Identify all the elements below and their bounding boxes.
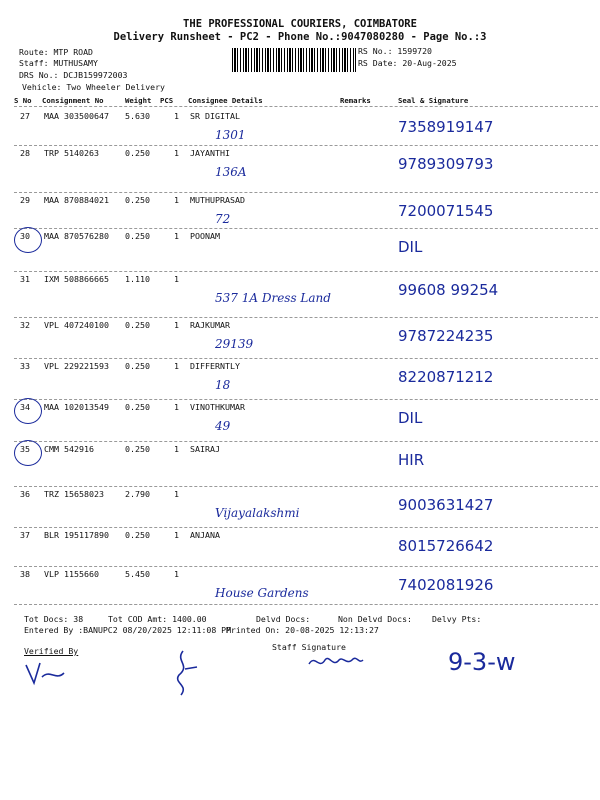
row-consignment: CMM 542916 [44, 444, 94, 454]
company-name: THE PROFESSIONAL COURIERS, COIMBATORE [183, 18, 417, 30]
row-circle-mark [14, 440, 42, 466]
row-pcs: 1 [174, 320, 179, 330]
row-weight: 2.790 [125, 489, 150, 499]
row-handwritten-signature: HIR [398, 451, 425, 469]
col-pcs: PCS [160, 96, 174, 105]
row-pcs: 1 [174, 361, 179, 371]
col-consignee: Consignee Details [188, 96, 263, 105]
row-consignment: VLP 1155660 [44, 569, 99, 579]
row-handwritten-address: House Gardens [215, 586, 309, 600]
row-sno: 31 [20, 274, 30, 284]
row-divider [14, 527, 598, 528]
row-consignment: TRZ 15658023 [44, 489, 104, 499]
row-sno: 36 [20, 489, 30, 499]
row-consignee: RAJKUMAR [190, 320, 230, 330]
row-handwritten-address: 49 [215, 419, 231, 433]
non-delivered-docs: Non Delvd Docs: [338, 614, 412, 624]
row-sno: 30 [20, 231, 30, 241]
row-consignment: MAA 303500647 [44, 111, 109, 121]
row-divider [14, 271, 598, 272]
row-pcs: 1 [174, 569, 179, 579]
row-sno: 35 [20, 444, 30, 454]
row-divider [14, 228, 598, 229]
staff-signature-mark [305, 650, 365, 672]
row-divider [14, 317, 598, 318]
row-handwritten-signature: 7358919147 [398, 118, 494, 136]
row-sno: 37 [20, 530, 30, 540]
row-handwritten-address: 72 [215, 212, 231, 226]
footer-divider [14, 604, 598, 605]
row-circle-mark [14, 227, 42, 253]
row-divider [14, 566, 598, 567]
verifier-signature-mark [20, 655, 80, 690]
handwritten-note: 9-3-w [448, 648, 516, 676]
row-handwritten-address: 29139 [215, 337, 254, 351]
drs-number: DRS No.: DCJB159972003 [19, 70, 128, 80]
row-sno: 38 [20, 569, 30, 579]
staff: Staff: MUTHUSAMY [19, 58, 98, 68]
row-weight: 5.630 [125, 111, 150, 121]
row-consignment: VPL 229221593 [44, 361, 109, 371]
row-divider [14, 358, 598, 359]
row-sno: 33 [20, 361, 30, 371]
row-consignment: MAA 870576280 [44, 231, 109, 241]
row-sno: 28 [20, 148, 30, 158]
stamp-mark [165, 645, 205, 700]
row-pcs: 1 [174, 530, 179, 540]
row-divider [14, 145, 598, 146]
row-consignee: SR DIGITAL [190, 111, 240, 121]
row-weight: 5.450 [125, 569, 150, 579]
row-handwritten-signature: 9003631427 [398, 496, 494, 514]
row-handwritten-signature: DIL [398, 409, 423, 427]
col-remarks: Remarks [340, 96, 371, 105]
row-handwritten-address: 1301 [215, 128, 246, 142]
row-consignment: TRP 5140263 [44, 148, 99, 158]
row-consignment: MAA 870884021 [44, 195, 109, 205]
row-consignment: BLR 195117890 [44, 530, 109, 540]
row-handwritten-signature: 7200071545 [398, 202, 494, 220]
row-pcs: 1 [174, 111, 179, 121]
row-weight: 0.250 [125, 195, 150, 205]
row-weight: 0.250 [125, 320, 150, 330]
row-pcs: 1 [174, 402, 179, 412]
row-sno: 27 [20, 111, 30, 121]
row-consignee: VINOTHKUMAR [190, 402, 245, 412]
total-docs: Tot Docs: 38 [24, 614, 84, 624]
row-pcs: 1 [174, 195, 179, 205]
row-divider [14, 399, 598, 400]
delivery-points: Delvy Pts: [432, 614, 482, 624]
barcode [232, 48, 356, 72]
row-handwritten-signature: DIL [398, 238, 423, 256]
row-pcs: 1 [174, 274, 179, 284]
row-weight: 0.250 [125, 444, 150, 454]
row-handwritten-address: Vijayalakshmi [215, 506, 300, 520]
row-pcs: 1 [174, 231, 179, 241]
row-weight: 0.250 [125, 530, 150, 540]
row-consignee: SAIRAJ [190, 444, 220, 454]
row-divider [14, 192, 598, 193]
row-handwritten-address: 537 1A Dress Land [215, 291, 331, 305]
row-handwritten-signature: 7402081926 [398, 576, 494, 594]
row-handwritten-signature: 99608 99254 [398, 281, 499, 299]
col-weight: Weight [125, 96, 152, 105]
runsheet-title: Delivery Runsheet - PC2 - Phone No.:9047080280 - Page No.:3 [113, 31, 487, 43]
staff-signature-label: Staff Signature [272, 642, 346, 652]
header-divider [14, 106, 598, 107]
row-weight: 0.250 [125, 361, 150, 371]
row-handwritten-address: 136A [215, 165, 247, 179]
row-circle-mark [14, 398, 42, 424]
row-handwritten-signature: 8015726642 [398, 537, 494, 555]
row-consignee: POONAM [190, 231, 220, 241]
col-seal: Seal & Signature [398, 96, 469, 105]
row-divider [14, 441, 598, 442]
row-sno: 29 [20, 195, 30, 205]
row-consignee: ANJANA [190, 530, 220, 540]
row-divider [14, 486, 598, 487]
row-weight: 0.250 [125, 231, 150, 241]
row-consignee: MUTHUPRASAD [190, 195, 245, 205]
row-weight: 0.250 [125, 148, 150, 158]
row-handwritten-signature: 9789309793 [398, 155, 494, 173]
row-pcs: 1 [174, 444, 179, 454]
row-consignee: DIFFERNTLY [190, 361, 240, 371]
printed-on: Printed On: 20-08-2025 12:13:27 [226, 625, 379, 635]
row-consignee: JAYANTHI [190, 148, 230, 158]
row-consignment: MAA 102013549 [44, 402, 109, 412]
row-pcs: 1 [174, 489, 179, 499]
entered-by: Entered By :BANUPC2 08/20/2025 12:11:08 PM [24, 625, 232, 635]
route: Route: MTP ROAD [19, 47, 93, 57]
rs-date: RS Date: 20-Aug-2025 [358, 58, 457, 68]
vehicle: Vehicle: Two Wheeler Delivery [22, 82, 165, 92]
rs-number: RS No.: 1599720 [358, 46, 432, 56]
col-consignment: Consignment No [42, 96, 104, 105]
row-handwritten-address: 18 [215, 378, 231, 392]
total-cod: Tot COD Amt: 1400.00 [108, 614, 207, 624]
row-weight: 1.110 [125, 274, 150, 284]
row-handwritten-signature: 9787224235 [398, 327, 494, 345]
row-weight: 0.250 [125, 402, 150, 412]
row-handwritten-signature: 8220871212 [398, 368, 494, 386]
row-sno: 32 [20, 320, 30, 330]
col-sno: S No [14, 96, 32, 105]
row-consignment: IXM 508866665 [44, 274, 109, 284]
row-sno: 34 [20, 402, 30, 412]
row-consignment: VPL 407240100 [44, 320, 109, 330]
row-pcs: 1 [174, 148, 179, 158]
delivered-docs: Delvd Docs: [256, 614, 311, 624]
verified-by: Verified By [24, 646, 79, 656]
